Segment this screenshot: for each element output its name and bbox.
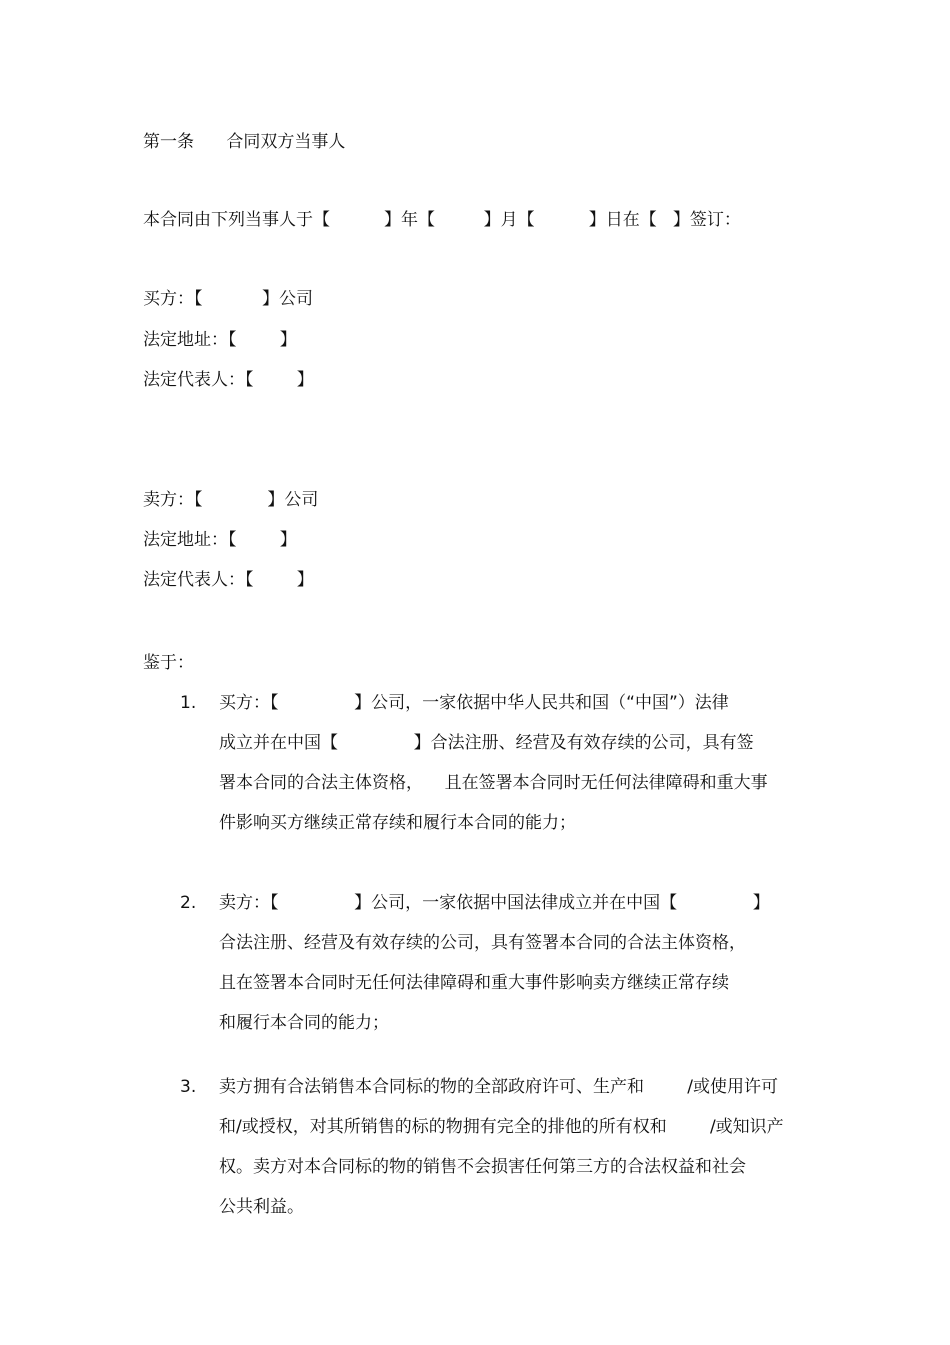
seller-name: 卖方：【 】公司 xyxy=(143,490,319,510)
list-item-line: 卖方拥有合法销售本合同标的物的全部政府许可、生产和 /或使用许可 xyxy=(219,1077,778,1097)
list-item-number: 1. xyxy=(180,693,197,713)
list-item-line: 和/或授权，对其所销售的标的物拥有完全的排他的所有权和 /或知识产 xyxy=(219,1117,784,1137)
seller-address: 法定地址：【 】 xyxy=(143,530,297,550)
buyer-name: 买方：【 】公司 xyxy=(143,289,313,309)
list-item-line: 且在签署本合同时无任何法律障碍和重大事件影响卖方继续正常存续 xyxy=(219,973,729,993)
article-title: 第一条 合同双方当事人 xyxy=(143,132,346,152)
list-item-line: 件影响买方继续正常存续和履行本合同的能力； xyxy=(219,813,576,833)
list-item-number: 2. xyxy=(180,893,197,913)
seller-representative: 法定代表人：【 】 xyxy=(143,570,314,590)
signing-clause: 本合同由下列当事人于【 】年【 】月【 】日在【 】签订： xyxy=(143,210,741,230)
list-item-line: 合法注册、经营及有效存续的公司，具有签署本合同的合法主体资格， xyxy=(219,933,746,953)
buyer-representative: 法定代表人：【 】 xyxy=(143,370,314,390)
list-item-line: 卖方：【 】公司，一家依据中国法律成立并在中国【 】 xyxy=(219,893,770,913)
list-item-line: 权。卖方对本合同标的物的销售不会损害任何第三方的合法权益和社会 xyxy=(219,1157,746,1177)
list-item-line: 署本合同的合法主体资格， 且在签署本合同时无任何法律障碍和重大事 xyxy=(219,773,768,793)
list-item-line: 买方：【 】公司，一家依据中华人民共和国（“中国”）法律 xyxy=(219,693,729,713)
list-item-number: 3. xyxy=(180,1077,197,1097)
buyer-address: 法定地址：【 】 xyxy=(143,330,297,350)
list-item-line: 和履行本合同的能力； xyxy=(219,1013,389,1033)
whereas-heading: 鉴于： xyxy=(143,653,194,673)
list-item-line: 公共利益。 xyxy=(219,1197,304,1217)
list-item-line: 成立并在中国【 】合法注册、经营及有效存续的公司，具有签 xyxy=(219,733,754,753)
